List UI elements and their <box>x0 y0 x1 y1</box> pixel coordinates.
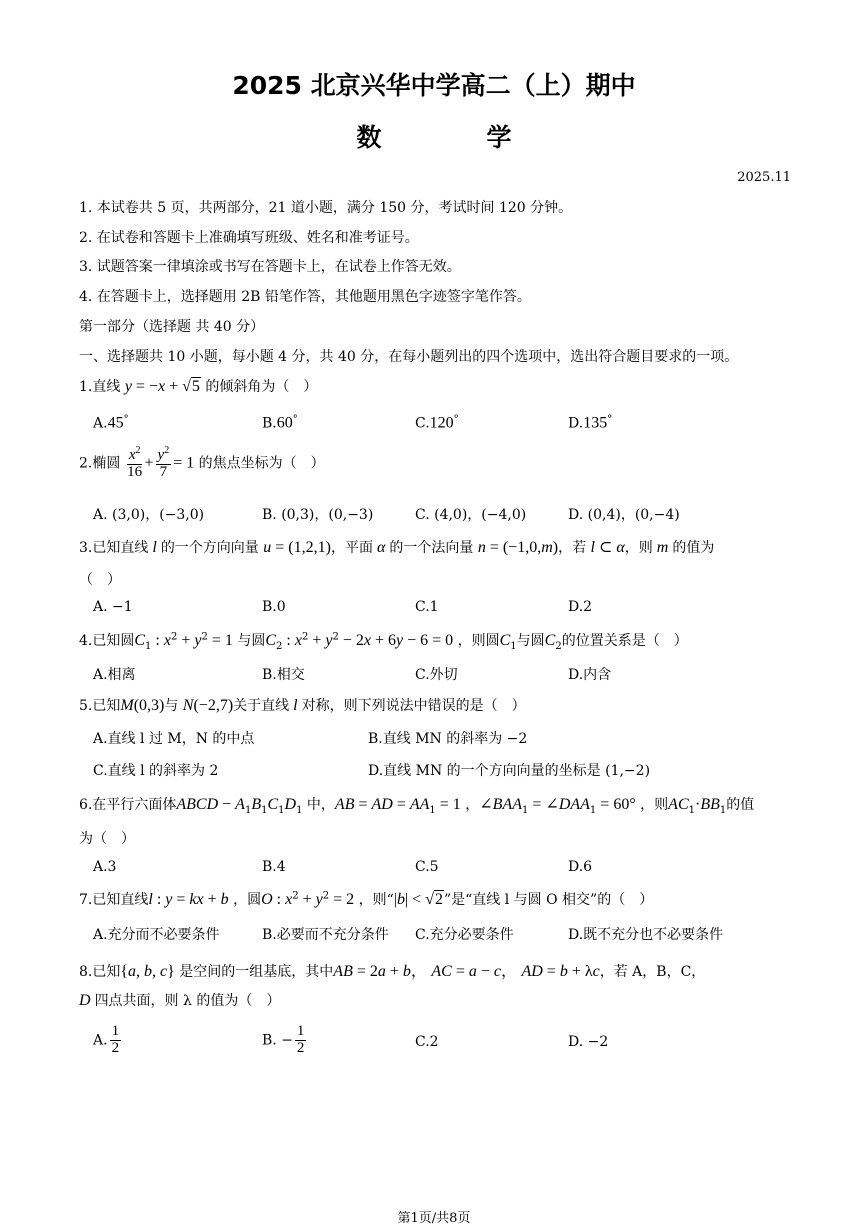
instruction-2: 2. 在试卷和答题卡上准确填写班级、姓名和准考证号。 <box>79 230 419 246</box>
question-2-stem: 2.椭圆 $\frac{x^2}{16}$ + $\frac{y^2}{7}$ = 1 的焦点坐标为（ ） <box>79 445 325 480</box>
q2-option-c: C. (4,0)，(−4,0) <box>415 507 527 523</box>
q5-option-d: D.直线 MN 的一个方向向量的坐标是 (1,−2) <box>368 763 651 779</box>
q7-option-b: B.必要而不充分条件 <box>262 927 389 943</box>
q8-option-a: A. $\frac{1}{2}$ <box>93 1023 120 1056</box>
q5-option-a: A.直线 l 过 M，N 的中点 <box>93 731 255 747</box>
question-6-cont: 为（ ） <box>79 831 135 847</box>
q2-option-d: D. (0,4)，(0,−4) <box>568 507 680 523</box>
question-7-stem: 7.已知直线l : y = kx + b ，圆O : $x^2 + y^2 = 2$ ，则“|b| < √2”是“直线 l 与圆 O 相交”的（ ） <box>79 890 654 908</box>
q1-stem-pre: 1.直线 <box>79 379 121 395</box>
q4-option-a: A.相离 <box>93 667 136 683</box>
question-6-stem: 6.在平行六面体ABCD − $A_1B_1C_1D_1$ 中，AB = AD = $AA_1 = 1$ ，$\angle BAA_1$ = $\angle DAA_1 = 60^\circ$ ，则$AC_1\cdot BB_1$的值 <box>79 796 755 816</box>
q1-option-c: C.120° <box>415 414 459 432</box>
q1-option-b: B.60° <box>262 414 298 432</box>
q6-option-a: A.3 <box>93 859 117 875</box>
q2-stem-pre: 2.椭圆 <box>79 455 121 472</box>
q6-option-d: D.6 <box>568 859 593 875</box>
q6-option-c: C.5 <box>415 859 439 875</box>
q3-option-b: B.0 <box>262 599 286 615</box>
q6-option-b: B.4 <box>262 859 286 875</box>
q8-option-b: B. − $\frac{1}{2}$ <box>262 1023 305 1056</box>
section-heading: 一、选择题共 10 小题，每小题 4 分，共 40 分，在每小题列出的四个选项中，选出符合题目要求的一项。 <box>79 349 739 365</box>
exam-title: 2025 北京兴华中学高二（上）期中 <box>232 71 636 100</box>
q1-stem-post: 的倾斜角为（ ） <box>205 379 318 395</box>
q4-option-d: D.内含 <box>568 667 612 683</box>
q3-option-d: D.2 <box>568 599 593 615</box>
q5-option-c: C.直线 l 的斜率为 2 <box>93 763 219 779</box>
exam-date: 2025.11 <box>737 170 791 185</box>
question-3-stem: 3.已知直线 l 的一个方向向量 u = (1,2,1)，平面 α 的一个法向量 n = (−1,0,m)，若 l ⊂ α，则 m 的值为 <box>79 539 715 556</box>
question-4-stem: 4.已知圆$C_1$ : $x^2 + y^2 = 1$ 与圆$C_2$ : $x^2 + y^2 - 2x + 6y - 6 = 0$ ，则圆$C_1$与圆$C_2$的位置关系是（ ） <box>79 631 688 652</box>
question-1-stem: 1.直线 y = −x + √5 的倾斜角为（ ） <box>79 378 318 395</box>
question-8-stem: 8.已知{a, b, c} 是空间的一组基底，其中AB = 2a + b， AC = a − c， AD = b + λc，若 A，B，C， <box>79 963 706 980</box>
instruction-4: 4. 在答题卡上，选择题用 2B 铅笔作答，其他题用黑色字迹签字笔作答。 <box>79 289 531 305</box>
q5-option-b: B.直线 MN 的斜率为 −2 <box>368 731 528 747</box>
q3-option-a: A. −1 <box>93 599 133 615</box>
question-3-cont: （ ） <box>79 572 121 588</box>
q2-stem-post: 的焦点坐标为（ ） <box>198 455 325 472</box>
question-5-stem: 5.已知M(0,3)与 N(−2,7)关于直线 l 对称，则下列说法中错误的是（ ） <box>79 697 526 714</box>
instruction-1: 1. 本试卷共 5 页，共两部分，21 道小题，满分 150 分，考试时间 120 分钟。 <box>79 200 573 216</box>
q8-option-c: C.2 <box>415 1034 439 1050</box>
q3-option-c: C.1 <box>415 599 439 615</box>
q2-option-a: A. (3,0)，(−3,0) <box>93 507 205 523</box>
q1-option-a: A.45° <box>93 414 129 432</box>
question-8-cont: D 四点共面，则 λ 的值为（ ） <box>79 992 281 1009</box>
exam-subject: 数 学 <box>356 123 552 152</box>
q4-option-c: C.外切 <box>415 667 458 683</box>
q8-option-d: D. −2 <box>568 1034 609 1050</box>
page-footer: 第1页/共8页 <box>397 1211 471 1226</box>
instruction-3: 3. 试题答案一律填涂或书写在答题卡上，在试卷上作答无效。 <box>79 259 461 275</box>
q1-option-d: D.135° <box>568 414 613 432</box>
q7-option-c: C.充分必要条件 <box>415 927 514 943</box>
q7-option-a: A.充分而不必要条件 <box>93 927 220 943</box>
q2-option-b: B. (0,3)，(0,−3) <box>262 507 374 523</box>
q4-option-b: B.相交 <box>262 667 305 683</box>
q7-option-d: D.既不充分也不必要条件 <box>568 927 724 943</box>
part-heading: 第一部分（选择题 共 40 分） <box>79 319 265 335</box>
